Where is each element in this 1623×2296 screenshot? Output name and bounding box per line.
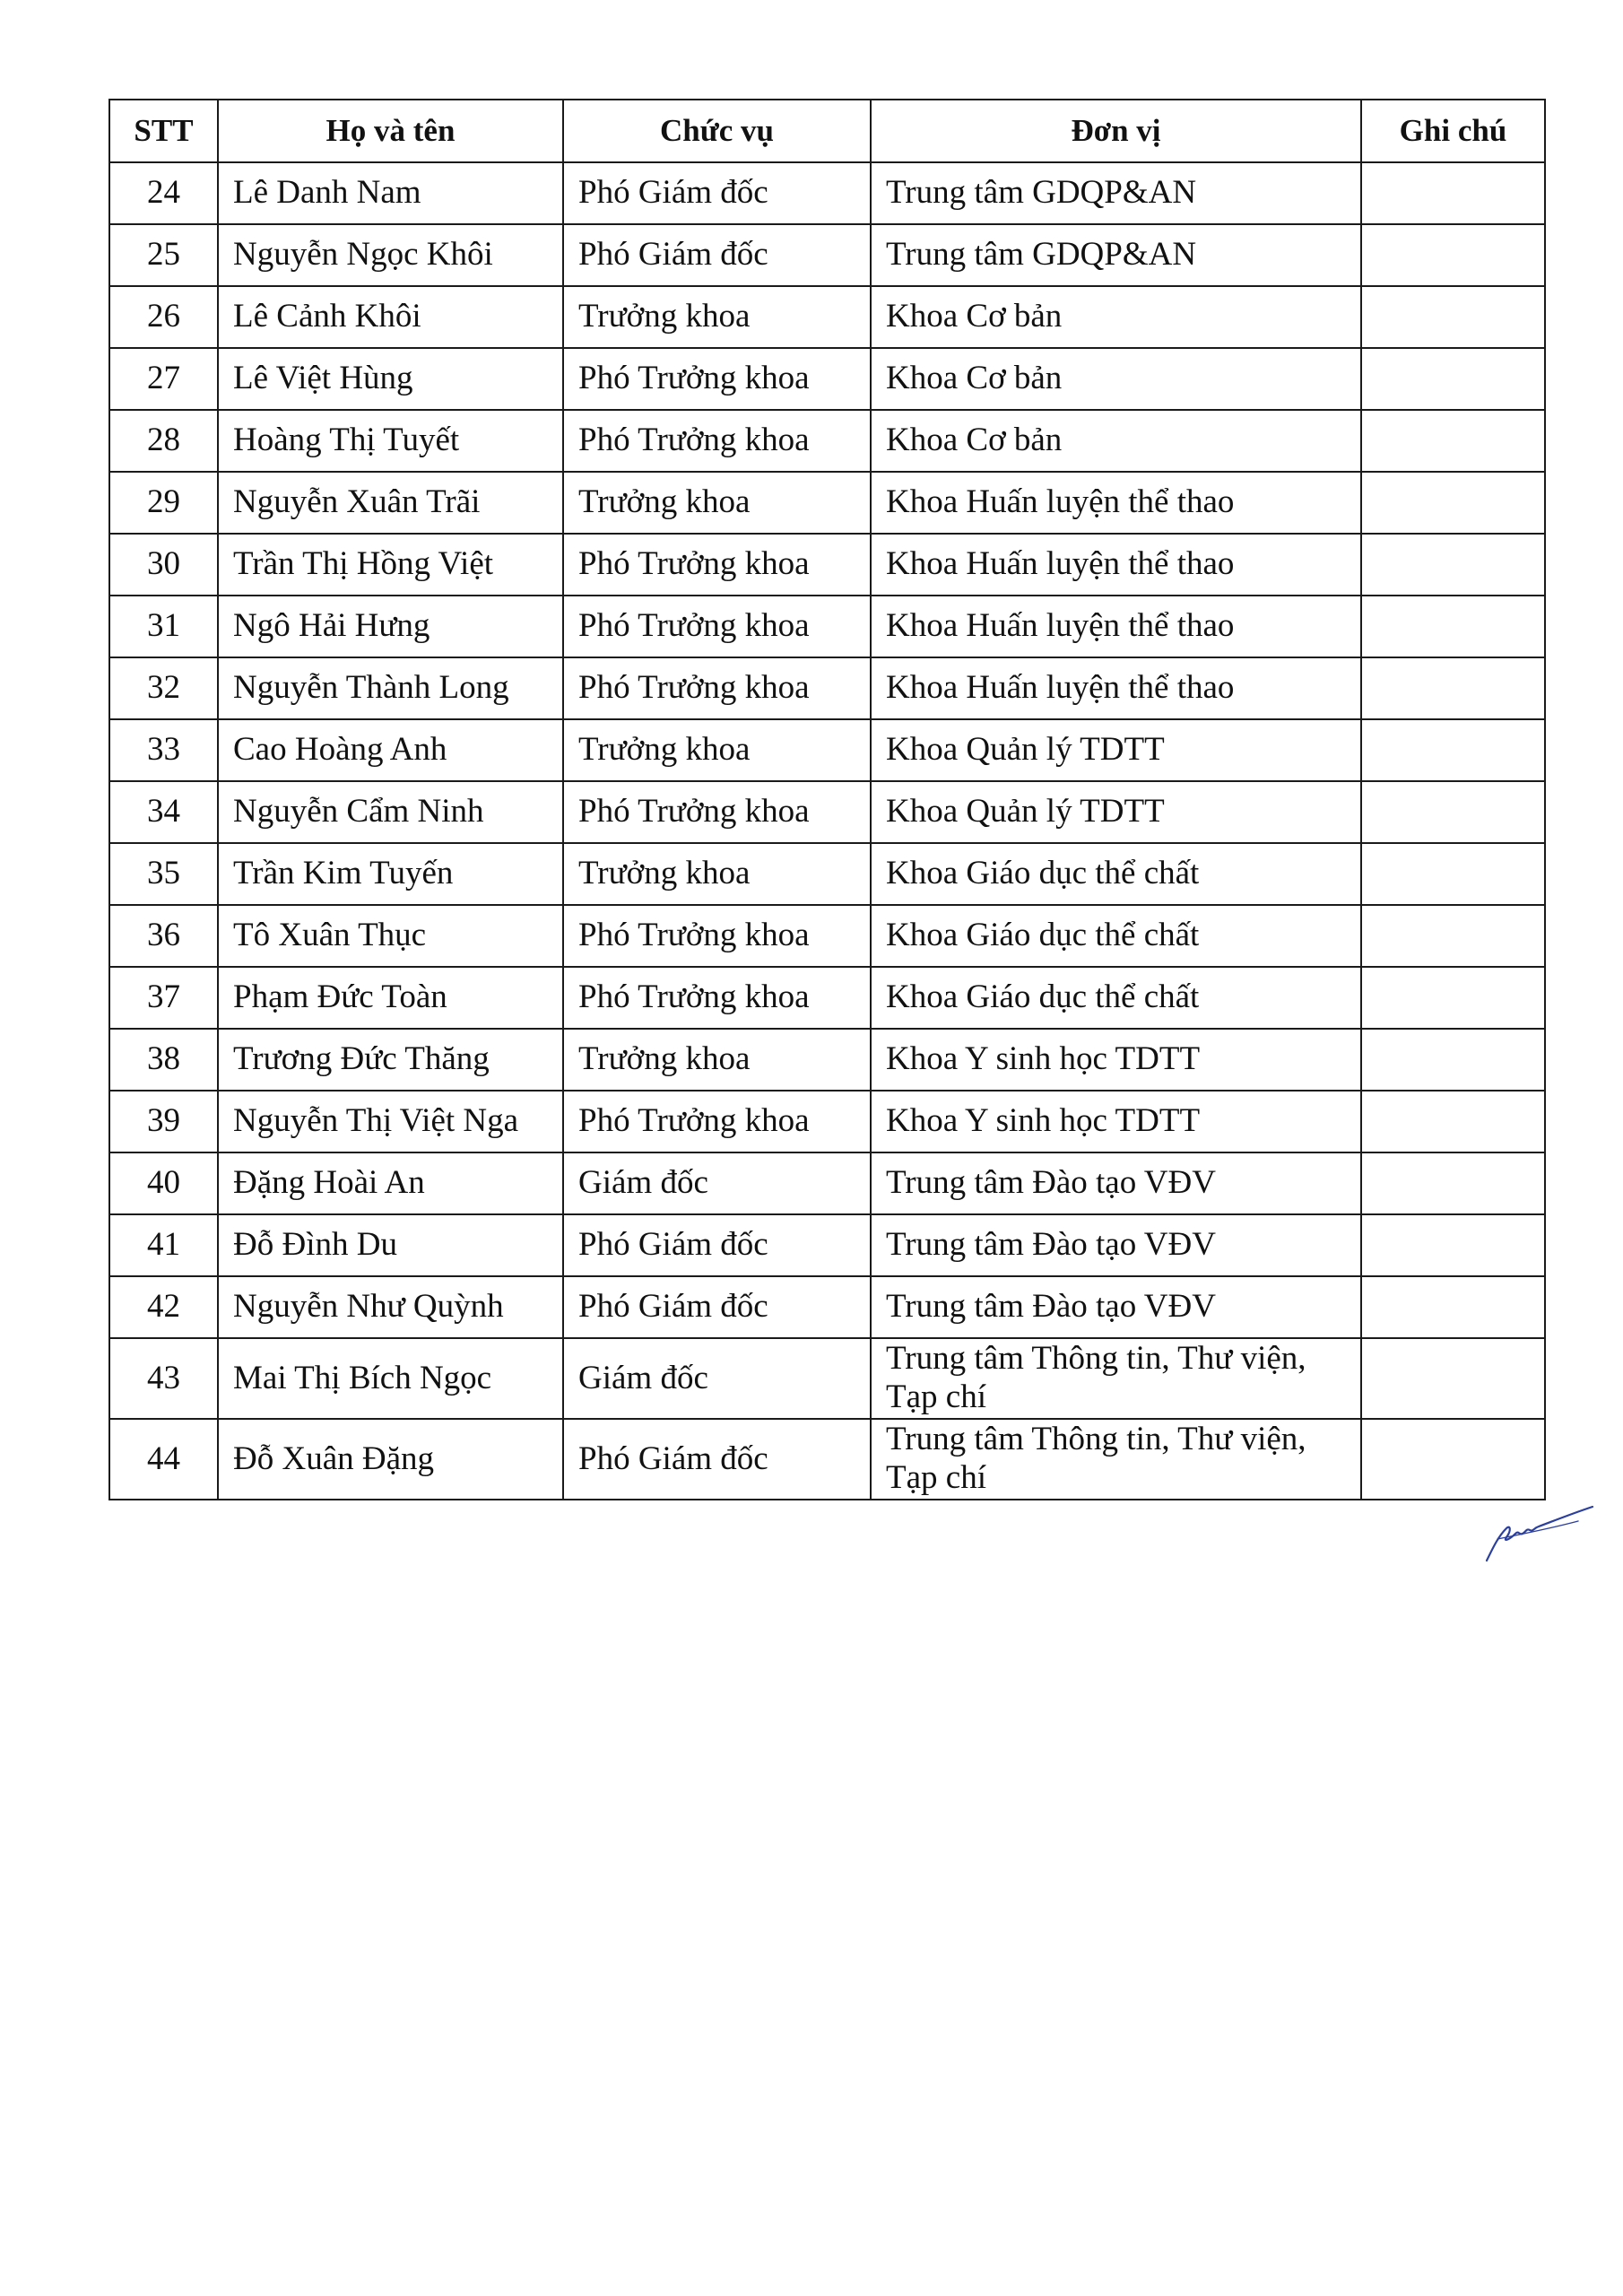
cell-position: Trưởng khoa bbox=[563, 472, 871, 534]
table-row bbox=[109, 162, 1545, 224]
cell-name: Nguyễn Cẩm Ninh bbox=[218, 781, 563, 843]
cell-position: Phó Giám đốc bbox=[563, 1276, 871, 1338]
cell-note bbox=[1361, 1276, 1545, 1338]
cell-name: Nguyễn Xuân Trãi bbox=[218, 472, 563, 534]
cell-stt: 26 bbox=[109, 286, 218, 348]
cell-unit: Khoa Y sinh học TDTT bbox=[871, 1091, 1361, 1152]
table-row bbox=[109, 1091, 1545, 1152]
cell-note bbox=[1361, 410, 1545, 472]
table-row bbox=[109, 410, 1545, 472]
signature-mark bbox=[1471, 1498, 1596, 1570]
cell-unit: Khoa Quản lý TDTT bbox=[871, 719, 1361, 781]
table-header-row bbox=[109, 100, 1545, 162]
header-note: Ghi chú bbox=[1361, 100, 1545, 162]
cell-note bbox=[1361, 472, 1545, 534]
cell-unit: Trung tâm Thông tin, Thư viện, Tạp chí bbox=[871, 1419, 1361, 1500]
cell-unit: Trung tâm GDQP&AN bbox=[871, 224, 1361, 286]
cell-stt: 27 bbox=[109, 348, 218, 410]
cell-stt: 44 bbox=[109, 1419, 218, 1500]
table-row bbox=[109, 1214, 1545, 1276]
cell-position: Phó Trưởng khoa bbox=[563, 410, 871, 472]
cell-name: Đỗ Đình Du bbox=[218, 1214, 563, 1276]
cell-unit: Khoa Y sinh học TDTT bbox=[871, 1029, 1361, 1091]
cell-note bbox=[1361, 719, 1545, 781]
cell-position: Trưởng khoa bbox=[563, 286, 871, 348]
cell-note bbox=[1361, 843, 1545, 905]
cell-stt: 41 bbox=[109, 1214, 218, 1276]
cell-note bbox=[1361, 1152, 1545, 1214]
table-row bbox=[109, 224, 1545, 286]
cell-name: Cao Hoàng Anh bbox=[218, 719, 563, 781]
table-row bbox=[109, 905, 1545, 967]
cell-note bbox=[1361, 286, 1545, 348]
cell-note bbox=[1361, 1338, 1545, 1419]
cell-position: Phó Trưởng khoa bbox=[563, 967, 871, 1029]
cell-name: Trần Thị Hồng Việt bbox=[218, 534, 563, 596]
cell-note bbox=[1361, 657, 1545, 719]
cell-name: Nguyễn Thị Việt Nga bbox=[218, 1091, 563, 1152]
table-row bbox=[109, 534, 1545, 596]
cell-unit: Khoa Huấn luyện thể thao bbox=[871, 472, 1361, 534]
cell-stt: 30 bbox=[109, 534, 218, 596]
cell-stt: 33 bbox=[109, 719, 218, 781]
cell-note bbox=[1361, 967, 1545, 1029]
cell-name: Mai Thị Bích Ngọc bbox=[218, 1338, 563, 1419]
cell-position: Trưởng khoa bbox=[563, 843, 871, 905]
cell-name: Đỗ Xuân Đặng bbox=[218, 1419, 563, 1500]
cell-position: Phó Giám đốc bbox=[563, 162, 871, 224]
cell-note bbox=[1361, 162, 1545, 224]
cell-note bbox=[1361, 534, 1545, 596]
cell-name: Nguyễn Thành Long bbox=[218, 657, 563, 719]
cell-unit: Khoa Giáo dục thể chất bbox=[871, 843, 1361, 905]
cell-position: Giám đốc bbox=[563, 1338, 871, 1419]
cell-name: Trần Kim Tuyến bbox=[218, 843, 563, 905]
cell-name: Ngô Hải Hưng bbox=[218, 596, 563, 657]
cell-note bbox=[1361, 905, 1545, 967]
cell-unit: Trung tâm GDQP&AN bbox=[871, 162, 1361, 224]
signature-stroke bbox=[1487, 1507, 1593, 1561]
cell-unit: Trung tâm Đào tạo VĐV bbox=[871, 1214, 1361, 1276]
cell-unit: Trung tâm Đào tạo VĐV bbox=[871, 1152, 1361, 1214]
cell-unit: Khoa Quản lý TDTT bbox=[871, 781, 1361, 843]
cell-stt: 43 bbox=[109, 1338, 218, 1419]
table-body bbox=[109, 162, 1545, 1500]
table-row bbox=[109, 781, 1545, 843]
cell-position: Trưởng khoa bbox=[563, 1029, 871, 1091]
staff-table bbox=[108, 99, 1546, 1500]
cell-position: Phó Trưởng khoa bbox=[563, 348, 871, 410]
cell-stt: 31 bbox=[109, 596, 218, 657]
table-row bbox=[109, 1152, 1545, 1214]
cell-unit: Khoa Cơ bản bbox=[871, 348, 1361, 410]
cell-unit: Khoa Huấn luyện thể thao bbox=[871, 657, 1361, 719]
cell-stt: 28 bbox=[109, 410, 218, 472]
cell-stt: 39 bbox=[109, 1091, 218, 1152]
cell-position: Phó Trưởng khoa bbox=[563, 781, 871, 843]
cell-position: Phó Giám đốc bbox=[563, 1419, 871, 1500]
cell-unit: Khoa Huấn luyện thể thao bbox=[871, 534, 1361, 596]
cell-stt: 24 bbox=[109, 162, 218, 224]
cell-stt: 42 bbox=[109, 1276, 218, 1338]
cell-note bbox=[1361, 1091, 1545, 1152]
cell-stt: 25 bbox=[109, 224, 218, 286]
table-row bbox=[109, 472, 1545, 534]
cell-position: Giám đốc bbox=[563, 1152, 871, 1214]
header-name: Họ và tên bbox=[218, 100, 563, 162]
table-row bbox=[109, 1338, 1545, 1419]
table-row bbox=[109, 843, 1545, 905]
cell-unit: Khoa Huấn luyện thể thao bbox=[871, 596, 1361, 657]
cell-note bbox=[1361, 596, 1545, 657]
cell-position: Phó Trưởng khoa bbox=[563, 596, 871, 657]
table-row bbox=[109, 1029, 1545, 1091]
table-row bbox=[109, 967, 1545, 1029]
table-row bbox=[109, 1419, 1545, 1500]
cell-position: Phó Trưởng khoa bbox=[563, 657, 871, 719]
cell-note bbox=[1361, 1419, 1545, 1500]
cell-unit: Trung tâm Đào tạo VĐV bbox=[871, 1276, 1361, 1338]
cell-stt: 29 bbox=[109, 472, 218, 534]
cell-note bbox=[1361, 1214, 1545, 1276]
cell-stt: 40 bbox=[109, 1152, 218, 1214]
table-row bbox=[109, 657, 1545, 719]
table-row bbox=[109, 1276, 1545, 1338]
cell-position: Phó Trưởng khoa bbox=[563, 1091, 871, 1152]
cell-stt: 36 bbox=[109, 905, 218, 967]
header-stt: STT bbox=[109, 100, 218, 162]
cell-name: Lê Danh Nam bbox=[218, 162, 563, 224]
cell-position: Trưởng khoa bbox=[563, 719, 871, 781]
cell-name: Hoàng Thị Tuyết bbox=[218, 410, 563, 472]
cell-name: Lê Cảnh Khôi bbox=[218, 286, 563, 348]
cell-name: Nguyễn Như Quỳnh bbox=[218, 1276, 563, 1338]
cell-name: Trương Đức Thăng bbox=[218, 1029, 563, 1091]
cell-note bbox=[1361, 224, 1545, 286]
cell-unit: Khoa Giáo dục thể chất bbox=[871, 967, 1361, 1029]
cell-name: Nguyễn Ngọc Khôi bbox=[218, 224, 563, 286]
header-position: Chức vụ bbox=[563, 100, 871, 162]
cell-unit: Khoa Giáo dục thể chất bbox=[871, 905, 1361, 967]
cell-position: Phó Trưởng khoa bbox=[563, 534, 871, 596]
cell-stt: 32 bbox=[109, 657, 218, 719]
cell-name: Phạm Đức Toàn bbox=[218, 967, 563, 1029]
cell-name: Đặng Hoài An bbox=[218, 1152, 563, 1214]
table-row bbox=[109, 719, 1545, 781]
cell-note bbox=[1361, 1029, 1545, 1091]
cell-note bbox=[1361, 348, 1545, 410]
table-row bbox=[109, 286, 1545, 348]
cell-stt: 37 bbox=[109, 967, 218, 1029]
cell-name: Lê Việt Hùng bbox=[218, 348, 563, 410]
cell-note bbox=[1361, 781, 1545, 843]
cell-unit: Khoa Cơ bản bbox=[871, 286, 1361, 348]
cell-unit: Khoa Cơ bản bbox=[871, 410, 1361, 472]
cell-position: Phó Trưởng khoa bbox=[563, 905, 871, 967]
cell-name: Tô Xuân Thục bbox=[218, 905, 563, 967]
cell-stt: 38 bbox=[109, 1029, 218, 1091]
table-row bbox=[109, 596, 1545, 657]
cell-stt: 35 bbox=[109, 843, 218, 905]
cell-unit: Trung tâm Thông tin, Thư viện, Tạp chí bbox=[871, 1338, 1361, 1419]
cell-position: Phó Giám đốc bbox=[563, 1214, 871, 1276]
header-unit: Đơn vị bbox=[871, 100, 1361, 162]
cell-position: Phó Giám đốc bbox=[563, 224, 871, 286]
cell-stt: 34 bbox=[109, 781, 218, 843]
table-row bbox=[109, 348, 1545, 410]
